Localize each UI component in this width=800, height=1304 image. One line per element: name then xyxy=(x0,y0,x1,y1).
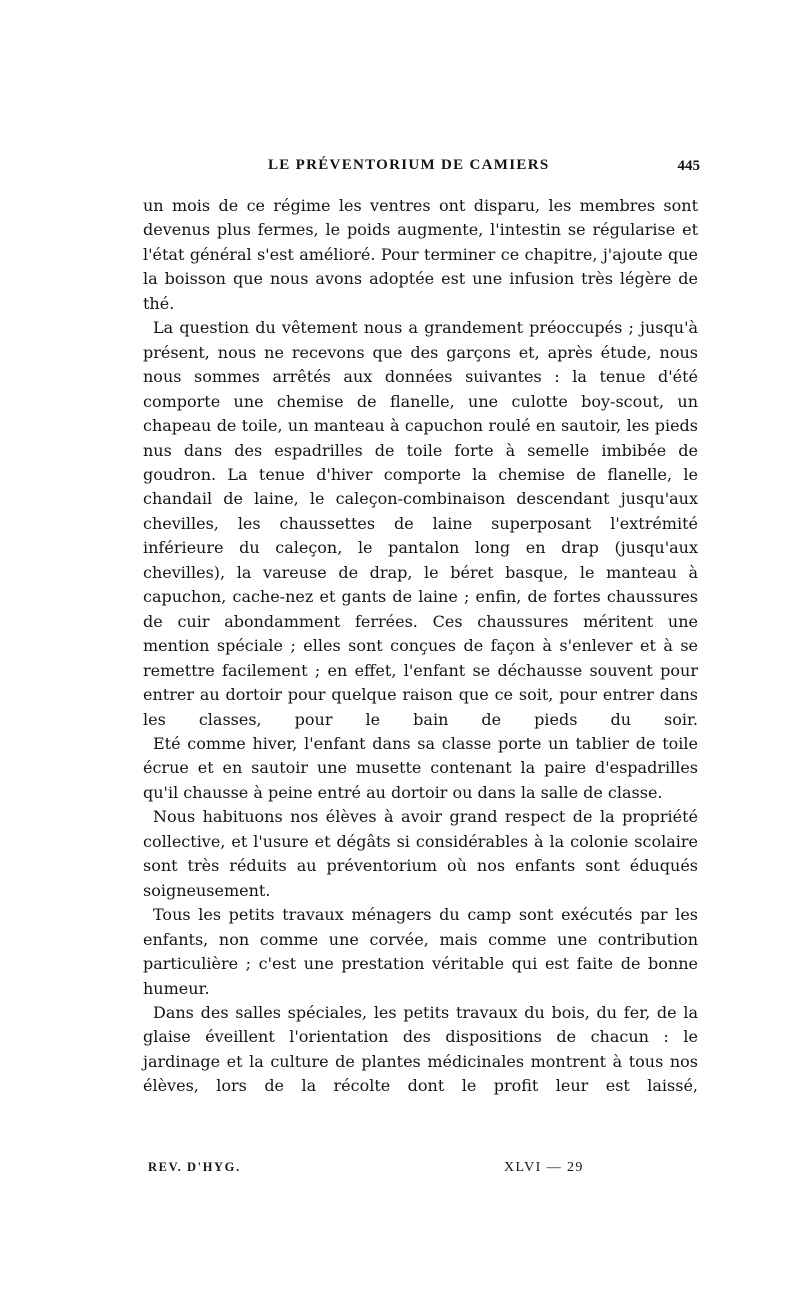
paragraph-workshops: Dans des salles spéciales, les petits travaux du bois, du fer, de la glaise éveillent l'orientation des dispositions de chacun : le jardinage et la culture de plantes médicinales montrent à tous nos élèves, lors de la récolte dont le profit leur est laissé, xyxy=(143,1002,698,1096)
paragraph-clothing: La question du vêtement nous a grandement préoccupés ; jusqu'à présent, nous ne recevons que des garçons et, après étude, nous nous sommes arrêtés aux données suivantes : la tenue d'été comporte une chemise de flanelle, une culotte boy-scout, un chapeau de toile, un manteau à capuchon roulé en sautoir, les pieds nus dans des espadrilles de toile forte à semelle imbibée de goudron. La tenue d'hiver comporte la chemise de flanelle, le chandail de laine, le caleçon-combinaison descendant jusqu'aux chevilles, les chaussettes de laine superposant l'extrémité inférieure du caleçon, le pantalon long en drap (jusqu'aux chevilles), la vareuse de drap, le béret basque, le manteau à capuchon, cache-nez et gants de laine ; enfin, de fortes chaussures de cuir abondamment ferrées. Ces chaussures méritent une mention spéciale ; elles sont conçues de façon à s'enlever et à se remettre facilement ; en effet, l'enfant se déchausse souvent pour entrer au dortoir pour quelque raison que ce soit, pour entrer dans les classes, pour le bain de pieds du soir. xyxy=(143,318,698,729)
paragraph-diet-conclusion: un mois de ce régime les ventres ont disparu, les membres sont devenus plus fermes, le poids augmente, l'intestin se régularise et l'état général s'est amélioré. Pour terminer ce chapitre, j'ajoute que la boisson que nous avons adoptée est une infusion très légère de thé. xyxy=(143,196,698,313)
running-head xyxy=(140,157,700,181)
paragraph-classroom-apron: Eté comme hiver, l'enfant dans sa classe porte un tablier de toile écrue et en sautoir une musette contenant la paire d'espadrilles qu'il chausse à peine entré au dortoir ou dans la salle de classe. xyxy=(143,733,698,802)
journal-abbreviation: REV. D'HYG. xyxy=(148,1160,241,1174)
paragraph-collective-property: Nous habituons nos élèves à avoir grand respect de la propriété collective, et l'usure et dégâts si considérables à la colonie scolaire sont très réduits au préventorium où nos enfants sont éduqués soigneusement. xyxy=(143,807,698,900)
page-footer xyxy=(148,1160,618,1180)
body-text xyxy=(143,194,698,1099)
paragraph-household-chores: Tous les petits travaux ménagers du camp sont exécutés par les enfants, non comme une corvée, mais comme une contribution particulière ; c'est une prestation véritable qui est faite de bonne humeur. xyxy=(143,905,698,998)
running-title: LE PRÉVENTORIUM DE CAMIERS xyxy=(268,157,550,173)
page-number: 445 xyxy=(677,158,700,174)
signature-mark: XLVI — 29 xyxy=(504,1160,584,1175)
